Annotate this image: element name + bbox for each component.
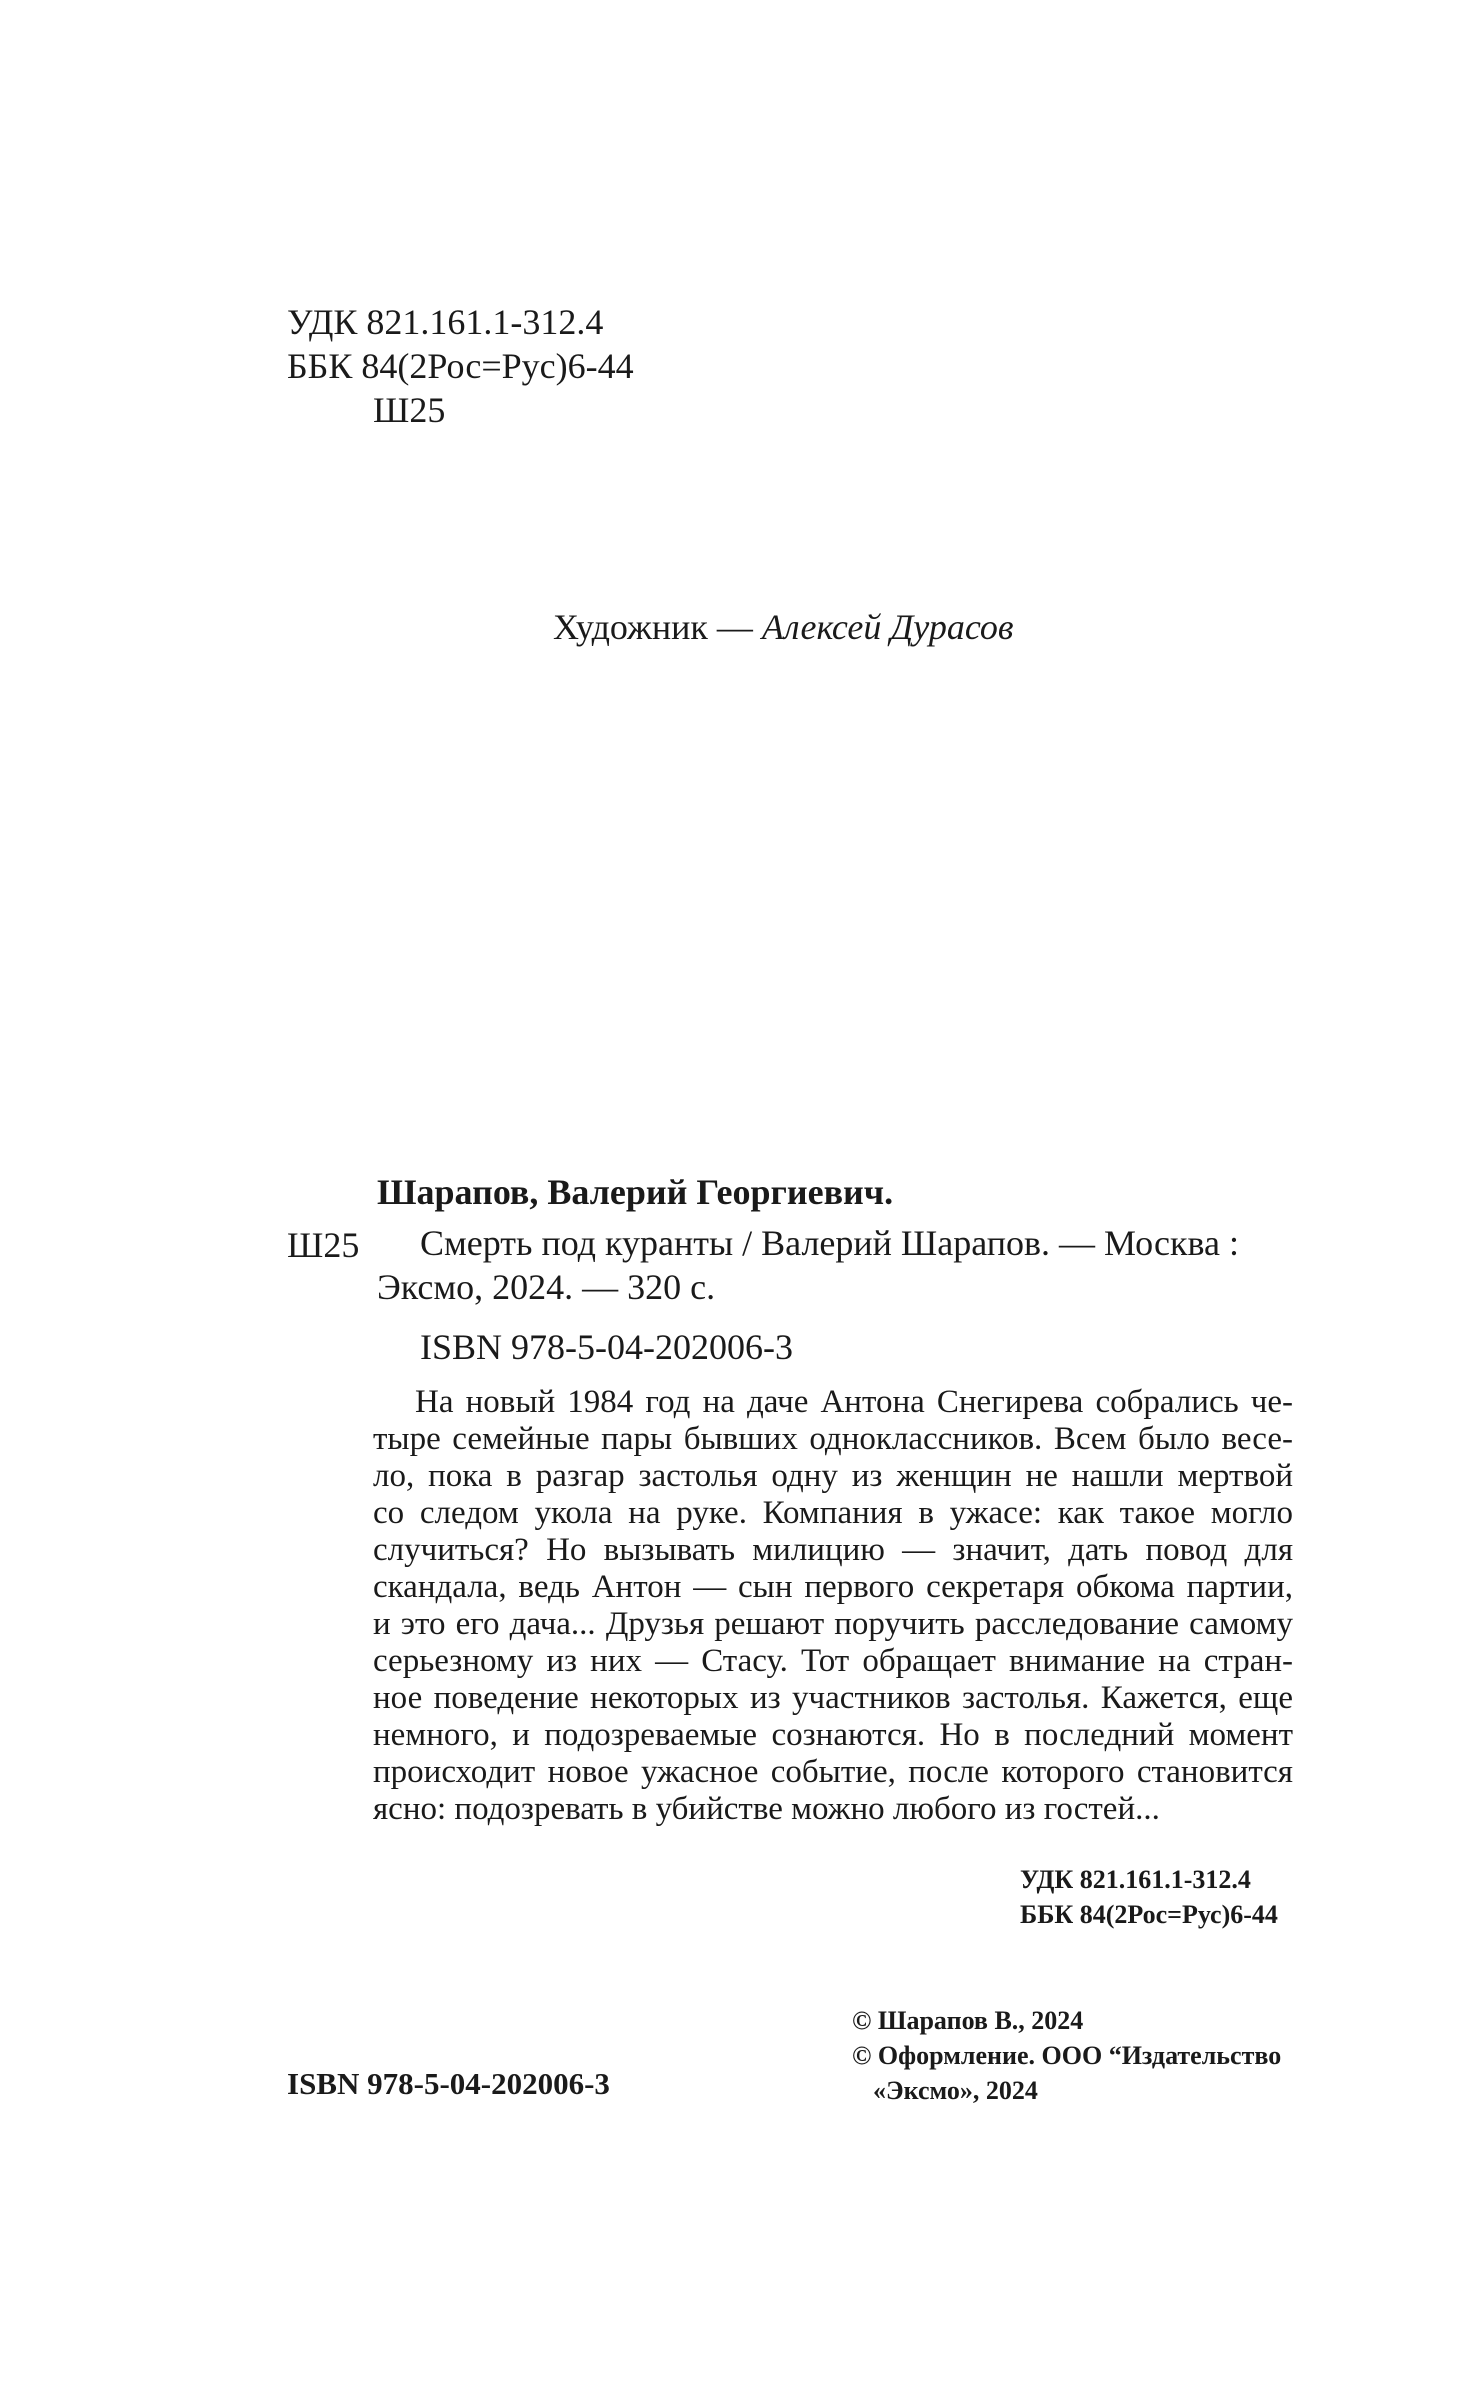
author-mark-top: Ш25 [373, 390, 446, 430]
artist-name: Алексей Дурасов [761, 607, 1014, 647]
annotation-line: ло, пока в разгар застолья одну из женщин не нашли мертвой [373, 1458, 1293, 1494]
annotation-line: происходит новое ужасное событие, после которого становится [373, 1754, 1293, 1790]
bbk-top: ББК 84(2Рос=Рус)6-44 [287, 346, 634, 386]
isbn-bottom: ISBN 978-5-04-202006-3 [287, 2066, 610, 2101]
annotation-line: немного, и подозреваемые сознаются. Но в последний момент [373, 1717, 1293, 1753]
copyright-line-2: © Оформление. ООО “Издательство [852, 2041, 1282, 2070]
udk-bottom: УДК 821.161.1-312.4 [1020, 1865, 1251, 1894]
annotation-line: ное поведение некоторых из участников застолья. Кажется, еще [373, 1680, 1293, 1716]
annotation [373, 1384, 1293, 1828]
entry-isbn: ISBN 978-5-04-202006-3 [420, 1327, 793, 1367]
annotation-line: серьезному из них — Стасу. Тот обращает внимание на стран- [373, 1643, 1293, 1679]
entry-title-line-1: Смерть под куранты / Валерий Шарапов. — Москва : [420, 1223, 1239, 1263]
entry-author: Шарапов, Валерий Георгиевич. [377, 1172, 894, 1212]
annotation-line: ясно: подозревать в убийстве можно любого из гостей... [373, 1791, 1160, 1827]
artist-credit [553, 603, 1014, 651]
annotation-line: скандала, ведь Антон — сын первого секретаря обкома партии, [373, 1569, 1293, 1605]
annotation-line: и это его дача... Друзья решают поручить расследование самому [373, 1606, 1293, 1642]
copyright-line-1: © Шарапов В., 2024 [852, 2006, 1084, 2035]
artist-role: Художник — [553, 607, 753, 647]
copyright-line-3: «Эксмо», 2024 [873, 2076, 1038, 2105]
entry-author-mark: Ш25 [287, 1225, 360, 1265]
annotation-line: случиться? Но вызывать милицию — значит, дать повод для [373, 1532, 1293, 1568]
annotation-line: со следом укола на руке. Компания в ужасе: как такое могло [373, 1495, 1293, 1531]
entry-title-line-2: Эксмо, 2024. — 320 с. [377, 1267, 716, 1307]
annotation-line: На новый 1984 год на даче Антона Снегирева собрались че- [415, 1384, 1293, 1420]
udk-top: УДК 821.161.1-312.4 [287, 302, 604, 342]
bbk-bottom: ББК 84(2Рос=Рус)6-44 [1020, 1900, 1278, 1929]
annotation-line: тыре семейные пары бывших одноклассников. Всем было весе- [373, 1421, 1293, 1457]
